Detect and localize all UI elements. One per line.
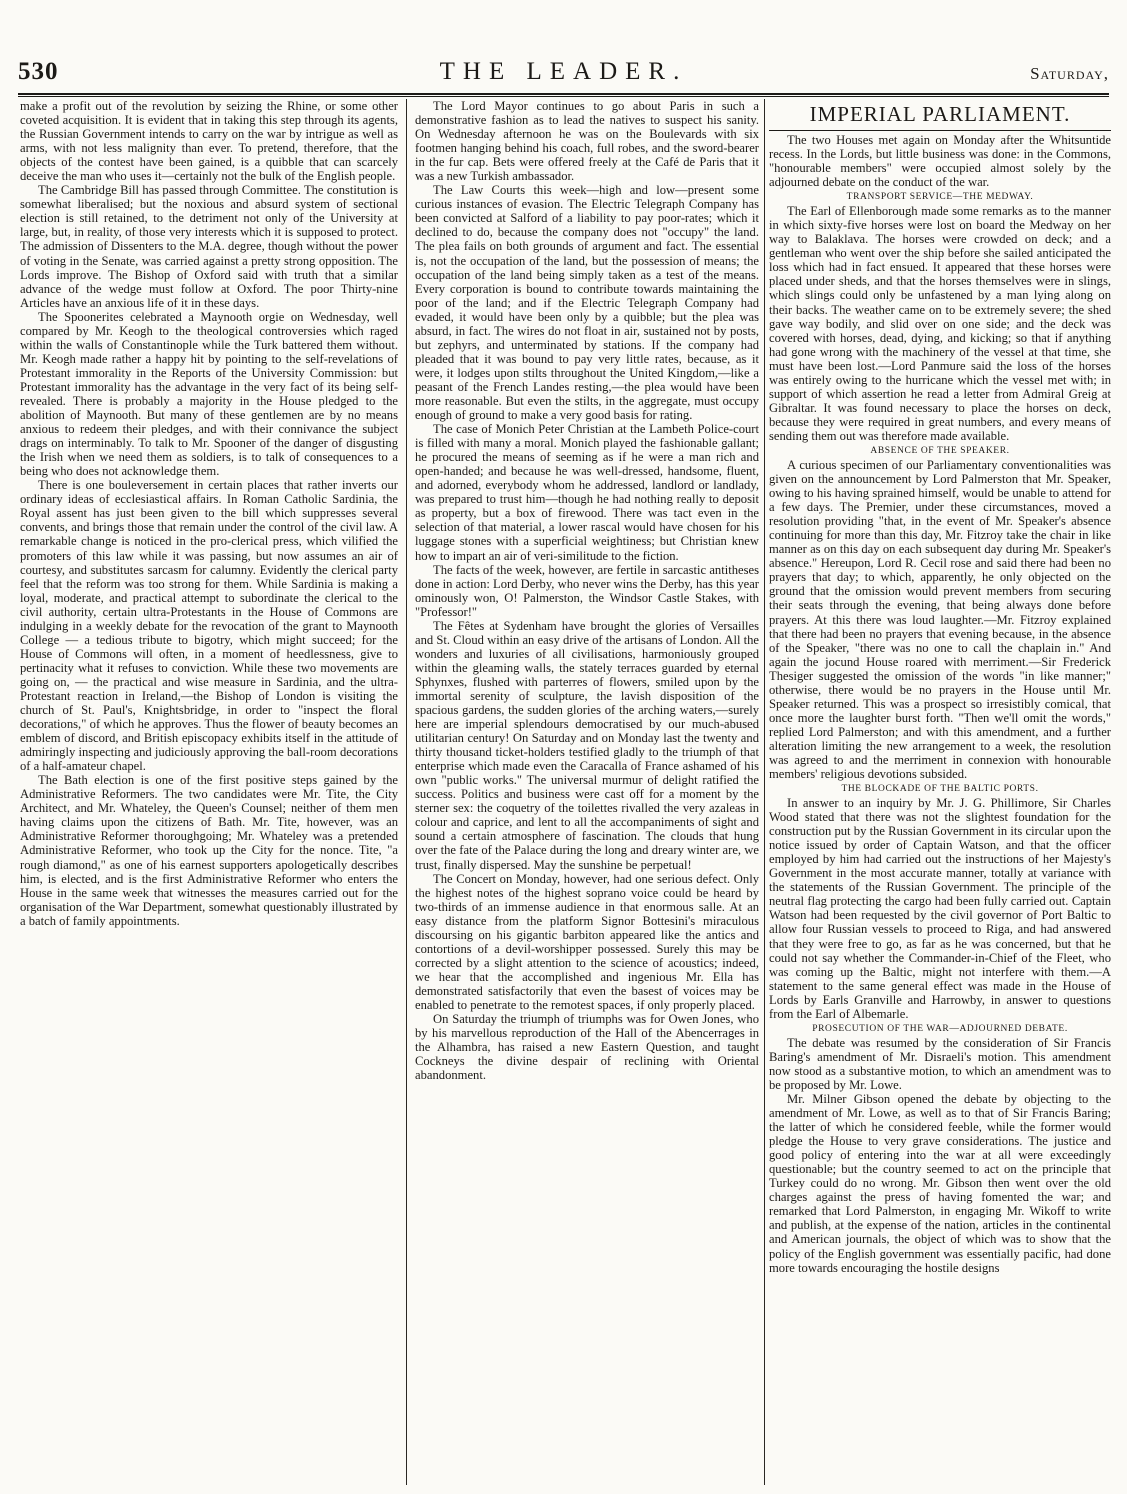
subheading: THE BLOCKADE OF THE BALTIC PORTS.: [841, 784, 1039, 795]
paragraph: In answer to an inquiry by Mr. J. G. Phillimore, Sir Charles Wood stated that there was not the slightest foundation for the construction put by the Russian Government in its circular upon the notice issued by order of Captain Watson, and that the officer employed by him had carried out the instructions of her Majesty's Government in the most accurate manner, totally at variance with the statements of the Russian Government. The principle of the neutral flag protecting the cargo had been fully carried out. Captain Watson had been requested by the civil governor of Port Baltic to allow four Russian vessels to proceed to Riga, and had answered that they were free to go, as far as he was concerned, but that he could not say whether the Commander-in-Chief of the Fleet, who was coming up the Baltic, might not interfere with them.—A statement to the same general effect was made in the House of Lords by Earls Granville and Harrowby, in answer to questions from the Earl of Albemarle.: [769, 796, 1111, 1021]
newspaper-title: THE LEADER.: [439, 58, 688, 85]
paragraph: The facts of the week, however, are fertile in sarcastic antitheses done in action: Lord Derby, who never wins the Derby, has this year ominously won, O! Palmerston, the Windsor Castle Stakes, with "Professor!": [415, 562, 759, 619]
paragraph: The Earl of Ellenborough made some remarks as to the manner in which sixty-five horses were lost on board the Medway on her way to Balaklava. The horses were crowded on deck; and a gentleman who went over the ship before she sailed anticipated the loss which had in fact ensued. It appeared that these horses were placed under sheds, and that the horses themselves were in slings, which slings could only be unfastened by a man lying along on their backs. The weather came on to be extremely severe; the shed gave way bodily, and slid over on one side; and the deck was covered with horses, dead, dying, and kicking; so that if anything had gone wrong with the machinery of the vessel at that time, she must have been lost.—Lord Panmure said the loss of the horses was entirely owing to the hurricane which the vessel met with; in support of which assertion he read a letter from Admiral Greig at Gibraltar. It was found necessary to place the horses on deck, because they were required in great numbers, and every means of sending them out was therefore made available.: [769, 204, 1111, 443]
paragraph: There is one bouleversement in certain places that rather inverts our ordinary ideas of ecclesiastical affairs. In Roman Catholic Sardinia, the Royal assent has just been given to the bill which suppresses several convents, and brings those that remain under the control of the civil law. A remarkable change is noticed in the pro-clerical press, which vilified the promoters of this law while it was passing, but now assumes an air of courtesy, and substitutes sarcasm for calumny. Evidently the clerical party feel that the reform was too strong for them. While Sardinia is making a loyal, moderate, and practical attempt to subordinate the clerical to the civil authority, certain ultra-Protestants in the House of Commons are indulging in a weekly debate for the revocation of the grant to Maynooth College — a tedious tribute to bigotry, which might succeed; for the House of Commons will often, in a moment of heedlessness, give to pertinacity what it refuses to conviction. While these two movements are going on, — the practical and wise measure in Sardinia, and the ultra-Protestant reaction in Ireland,—the Bishop of London is visiting the church of St. Paul's, Knightsbridge, in order to "inspect the floral decorations," of which he approves. Thus the flower of beauty becomes an emblem of discord, and British episcopacy exhibits itself in the attitude of admiringly inspecting and judiciously approving the ball-room decorations of a half-amateur chapel.: [20, 478, 398, 774]
paragraph: The Concert on Monday, however, had one serious defect. Only the highest notes of the highest soprano voice could be heard by two-thirds of an immense audience in that enormous salle. At an easy distance from the platform Signor Bottesini's miraculous discoursing on his gigantic barbiton appeared like the antics and contortions of a devil-worshipper possessed. Surely this may be corrected by a slight attention to the science of acoustics; indeed, we hear that the accomplished and ingenious Mr. Ella has demonstrated satisfactorily that even the basest of voices may be enabled to penetrate to the remotest spaces, if only properly placed.: [415, 871, 759, 1012]
paragraph: The Law Courts this week—high and low—present some curious instances of evasion. The Electric Telegraph Company has been convicted at Salford of a liability to pay poor-rates; which it declined to do, because the company does not "occupy" the land. The plea fails on both grounds of argument and fact. The essential is, not the occupation of the land, but the possession of means; the occupation of the land being simply taken as a test of the means. Every corporation is bound to contribute towards maintaining the poor of the land; and if the Electric Telegraph Company had evaded, it would have been only by a quibble; but the plea was absurd, in fact. The wires do not float in air, sustained not by posts, but zephyrs, and unterminated by stations. If the company had pleaded that it was bound to pay very little rates, because, as it were, it lodges upon stilts throughout the United Kingdom,—like a peasant of the French Landes resting,—the plea would have been more reasonable. But even the stilts, in the aggregate, must occupy enough of ground to make a very good basis for rating.: [415, 183, 759, 423]
paragraph: The debate was resumed by the consideration of Sir Francis Baring's amendment of Mr. Disraeli's motion. This amendment now stood as a substantive motion, to which an amendment was to be proposed by Mr. Lowe.: [769, 1035, 1111, 1092]
column-divider: [764, 99, 765, 1485]
paragraph: The Cambridge Bill has passed through Committee. The constitution is somewhat liberalised; but the noxious and absurd system of sectional election is still retained, to the detriment not only of the University at large, but, in reality, of those very interests which it is supposed to protect. The admission of Dissenters to the M.A. degree, though without the power of voting in the Senate, was carried against a pretty strong opposition. The Lords improve. The Bishop of Oxford said with truth that a similar advance of the wedge must follow at Oxford. The poor Thirty-nine Articles have an anxious life of it in these days.: [20, 183, 398, 310]
paragraph: On Saturday the triumph of triumphs was for Owen Jones, who by his marvellous reproduction of the Hall of the Abencerrages in the Alhambra, has raised a new Eastern Question, and taught Cockneys the divine despair of reclining with Oriental abandonment.: [415, 1012, 759, 1083]
page-number: 530: [18, 58, 59, 85]
column-1: [20, 99, 398, 1485]
column-divider: [406, 99, 407, 1485]
paragraph: A curious specimen of our Parliamentary conventionalities was given on the announcement by Lord Palmerston that Mr. Speaker, owing to his having sprained himself, would be unable to attend for a few days. The Premier, under these circumstances, moved a resolution providing "that, in the event of Mr. Speaker's absence continuing for more than this day, Mr. Fitzroy take the chair in like manner as on this day on each subsequent day during Mr. Speaker's absence." Hereupon, Lord R. Cecil rose and said there had been no prayers that day; to which, apparently, he only objected on the ground that the omission would prevent members from securing their seats through the evening, that being always done before prayers. At this there was loud laughter.—Mr. Fitzroy explained that there had been no prayers that evening because, in the absence of the Speaker, "there was no one to call the chaplain in." And again the jocund House roared with merriment.—Sir Frederick Thesiger suggested the omission of the words "in like manner;" otherwise, there would be no prayers in the House until Mr. Speaker returned. This was a prospect so irresistibly comical, that once more the laughter burst forth. "Then we'll omit the words," replied Lord Palmerston; and with this amendment, and a further alteration limiting the new arrangement to a week, the resolution was agreed to and the merriment in connexion with honourable members' religious devotions subsided.: [769, 457, 1111, 782]
paragraph: The Fêtes at Sydenham have brought the glories of Versailles and St. Cloud within an easy drive of the artisans of London. All the wonders and luxuries of all civilisations, harmoniously grouped within the gleaming walls, the stately terraces guarded by eternal Sphynxes, flushed with parterres of flowers, smiled upon by the immortal serenity of sculpture, the lavish disposition of the spacious gardens, the sudden glories of the arching waters,—surely here are imperial splendours democratised by our much-abused utilitarian century! On Saturday and on Monday last the twenty and thirty thousand ticket-holders testified gladly to the triumph of that enterprise which made even the Caracalla of France ashamed of his own "public works." The universal murmur of delight ratified the success. Politics and business were cast off for a moment by the sterner sex: the coquetry of the toilettes rivalled the very azaleas in colour and caprice, and lent to all the accompaniments of sight and sound a certain atmosphere of fascination. The clouds that hung over the fate of the Palace during the long and dreary winter are, we trust, finally dispersed. May the sunshine be perpetual!: [415, 618, 759, 872]
paragraph: Mr. Milner Gibson opened the debate by objecting to the amendment of Mr. Lowe, as well as to that of Sir Francis Baring; the latter of which he considered feeble, while the former would pledge the House to very grave considerations. The justice and good policy of entering into the war at all were exceedingly questionable; but the country seemed to act on the principle that Turkey could do no wrong. Mr. Gibson then went over the old charges against the press of having fomented the war; and remarked that Lord Palmerston, in engaging Mr. Wikoff to write and publish, at the expense of the nation, articles in the continental and American journals, the object of which was to show that the policy of the English government was essentially pacific, had done more towards encouraging the hostile designs: [769, 1092, 1111, 1275]
subheading: PROSECUTION OF THE WAR—ADJOURNED DEBATE.: [812, 1023, 1068, 1034]
paragraph: The Bath election is one of the first positive steps gained by the Administrative Reformers. The two candidates were Mr. Tite, the City Architect, and Mr. Whateley, the Queen's Counsel; neither of them men having claims upon the citizens of Bath. Mr. Tite, however, was an Administrative Reformer thoroughgoing; Mr. Whateley was a pretended Administrative Reformer, who took up the City for the nonce. Tite, "a rough diamond," as one of his earnest supporters apologetically describes him, is elected, and is the first Administrative Reformer who enters the House in the same week that witnesses the measures carried out for the organisation of the War Department, somewhat questionably illustrated by a batch of family appointments.: [20, 773, 398, 928]
issue-day: Saturday,: [1030, 64, 1109, 83]
header-rule-thin: [18, 96, 1109, 97]
column-2: [415, 99, 759, 1485]
paragraph: The case of Monich Peter Christian at the Lambeth Police-court is filled with many a moral. Monich played the fashionable gallant; he procured the means of seeming as if he were a man rich and open-handed; and because he was well-dressed, handsome, fluent, and adorned, everybody whom he addressed, landlord or landlady, was prepared to trust him—though he had nothing really to deposit as property, but a box of firewood. There was tact even in the selection of that material, a lower rascal would have chosen for his luggage stones with a superficial weightiness; but Christian knew how to impart an air of veri-similitude to the fiction.: [415, 422, 759, 563]
paragraph: make a profit out of the revolution by seizing the Rhine, or some other coveted acquisition. It is evident that in taking this step through its agents, the Russian Government intends to carry on the war by intrigue as well as arms, with not less malignity than ever. To pretend, therefore, that the objects of the contest have been gained, is a quibble that can scarcely deceive the man who uses it—certainly not the bulk of the English people.: [20, 99, 398, 184]
section-title: IMPERIAL PARLIAMENT.: [769, 101, 1111, 131]
paragraph: The two Houses met again on Monday after the Whitsuntide recess. In the Lords, but little business was done: in the Commons, "honourable members" were occupied almost solely by the adjourned debate on the conduct of the war.: [769, 133, 1111, 190]
paragraph: The Spoonerites celebrated a Maynooth orgie on Wednesday, well compared by Mr. Keogh to the theological controversies which raged within the walls of Constantinople while the Turk battered them without. Mr. Keogh made rather a happy hit by pointing to the self-revelations of Protestant immorality in the Reports of the University Commission: but Protestant immorality has the advantage in the very fact of its being self-revealed. There is probably a majority in the House pledged to the abolition of Maynooth. But many of these gentlemen are by no means anxious to redeem their pledges, and with their connivance the subject drags on interminably. To talk to Mr. Spooner of the danger of disgusting the Irish when we need them as soldiers, is to talk of consequences to a being who does not acknowledge them.: [20, 309, 398, 479]
paragraph: The Lord Mayor continues to go about Paris in such a demonstrative fashion as to lead the natives to suspect his sanity. On Wednesday afternoon he was on the Boulevards with six footmen hanging behind his coach, full robes, and the sword-bearer in the fur cap. Bets were offered freely at the Café de Paris that it was a new Turkish ambassador.: [415, 99, 759, 184]
subheading: TRANSPORT SERVICE—THE MEDWAY.: [846, 192, 1034, 203]
column-3: [769, 99, 1111, 1485]
subheading: ABSENCE OF THE SPEAKER.: [870, 445, 1010, 456]
masthead: [18, 52, 1109, 90]
header-rule: [18, 93, 1109, 95]
